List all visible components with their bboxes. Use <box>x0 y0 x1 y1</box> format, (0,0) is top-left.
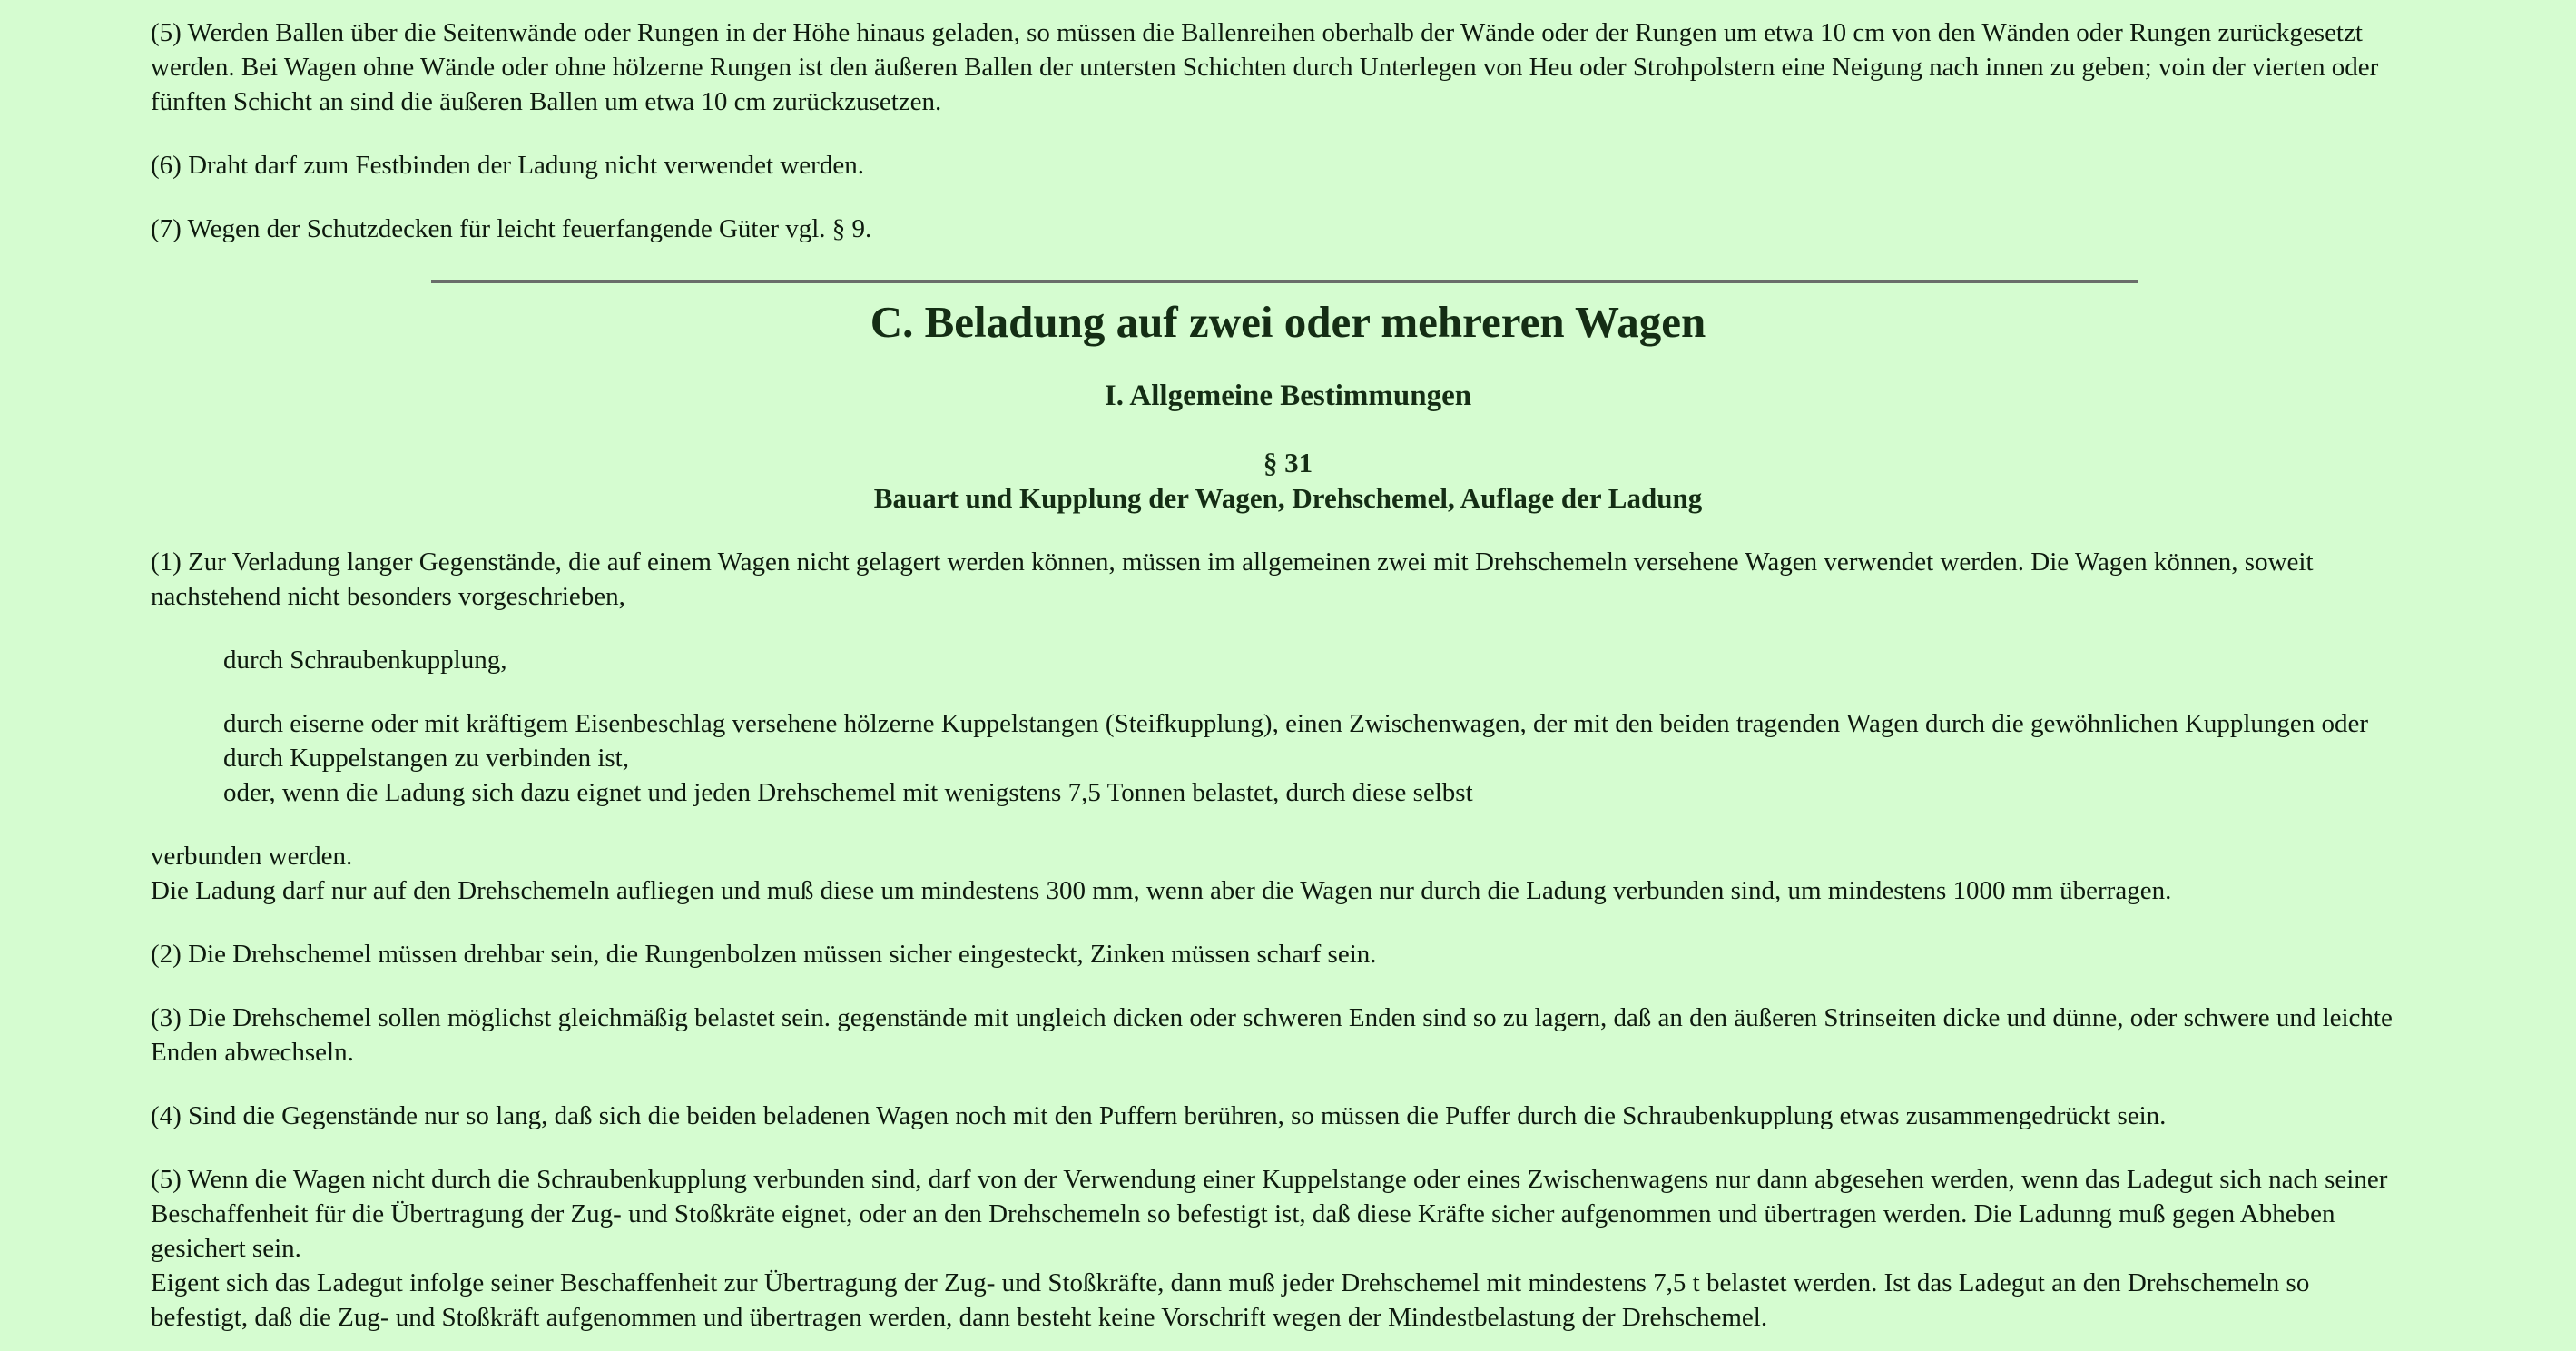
paragraph-7-schutzdecken: (7) Wegen der Schutzdecken für leicht feuerfangende Güter vgl. § 9. <box>151 214 872 243</box>
top-paragraphs <box>151 15 2402 275</box>
paragraph-1-item-schraubenkupplung: durch Schraubenkupplung, <box>223 646 507 675</box>
paragraph-title: Bauart und Kupplung der Wagen, Drehschemel, Auflage der Ladung <box>873 482 1703 514</box>
paragraph-1-extra: Die Ladung darf nur auf den Drehschemeln aufliegen und muß diese um mindestens 300 mm, wenn aber die Wagen nur durch die Ladung verbunden sind, um mindestens 1000 mm überragen. <box>151 876 2172 905</box>
paragraph-6-draht: (6) Draht darf zum Festbinden der Ladung nicht verwendet werden. <box>151 151 864 180</box>
paragraph-2: (2) Die Drehschemel müssen drehbar sein, die Rungenbolzen müssen sicher eingesteckt, Zinken müssen scharf sein. <box>151 940 1377 969</box>
paragraph-5: (5) Wenn die Wagen nicht durch die Schraubenkupplung verbunden sind, darf von der Verwendung einer Kuppelstange oder eines Zwischenwagens nur dann abgesehen werden, wenn das Ladegut sich nach seiner Beschaffenheit für die Übertragung der Zug- und Stoßkräte eignet, oder an den Drehschemeln so befestigt ist, daß diese Kräfte sicher aufgenommen und übertragen werden. Die Ladunng muß gegen Abheben gesichert sein. <box>151 1165 2388 1263</box>
paragraph-number: § 31 <box>1263 447 1313 478</box>
section-title: C. Beladung auf zwei oder mehreren Wagen <box>870 297 1706 347</box>
paragraph-3: (3) Die Drehschemel sollen möglichst gleichmäßig belastet sein. gegenstände mit ungleich dicken oder schweren Enden sind so zu lagern, daß an den äußeren Strinseiten dicke und dünne, oder schwere und leichte Enden abwechseln. <box>151 1003 2393 1067</box>
paragraph-1-item-kuppelstangen: durch eiserne oder mit kräftigem Eisenbeschlag versehene hölzerne Kuppelstangen (Steifkupplung), einen Zwischenwagen, der mit den beiden tragenden Wagen durch die gewöhnlichen Kupplungen oder durch Kuppelstangen zu verbinden ist, <box>223 709 2369 773</box>
paragraph-heading <box>0 445 2576 516</box>
paragraph-1 <box>151 545 2402 1335</box>
paragraph-1-end: verbunden werden. <box>151 842 353 871</box>
paragraph-5-extra: Eigent sich das Ladegut infolge seiner Beschaffenheit zur Übertragung der Zug- und Stoßkräfte, dann muß jeder Drehschemel mit mindestens 7,5 t belastet werden. Ist das Ladegut an den Drehschemeln so befestigt, daß die Zug- und Stoßkräft aufgenommen und übertragen werden, dann besteht keine Vorschrift wegen der Mindestbelastung der Drehschemel. <box>151 1268 2310 1332</box>
paragraph-4: (4) Sind die Gegenstände nur so lang, daß sich die beiden beladenen Wagen noch mit den Puffern berühren, so müssen die Puffer durch die Schraubenkupplung etwas zusammengedrückt sein. <box>151 1101 2167 1130</box>
paragraph-1-intro: (1) Zur Verladung langer Gegenstände, die auf einem Wagen nicht gelagert werden können, müssen im allgemeinen zwei mit Drehschemeln versehene Wagen verwendet werden. Die Wagen können, soweit nachstehend nicht besonders vorgeschrieben, <box>151 547 2314 611</box>
paragraph-1-item-ladung: oder, wenn die Ladung sich dazu eignet und jeden Drehschemel mit wenigstens 7,5 Tonnen belastet, durch diese selbst <box>223 778 1473 807</box>
paragraph-5-ballen: (5) Werden Ballen über die Seitenwände oder Rungen in der Höhe hinaus geladen, so müssen die Ballenreihen oberhalb der Wände oder der Rungen um etwa 10 cm von den Wänden oder Rungen zurückgesetzt werden. Bei Wagen ohne Wände oder ohne hölzerne Rungen ist den äußeren Ballen der untersten Schichten durch Unterlegen von Heu oder Strohpolstern eine Neigung nach innen zu geben; voin der vierten oder fünften Schicht an sind die äußeren Ballen um etwa 10 cm zurückzusetzen. <box>151 18 2379 116</box>
section-subtitle: I. Allgemeine Bestimmungen <box>1104 380 1472 412</box>
horizontal-rule <box>431 280 2138 283</box>
